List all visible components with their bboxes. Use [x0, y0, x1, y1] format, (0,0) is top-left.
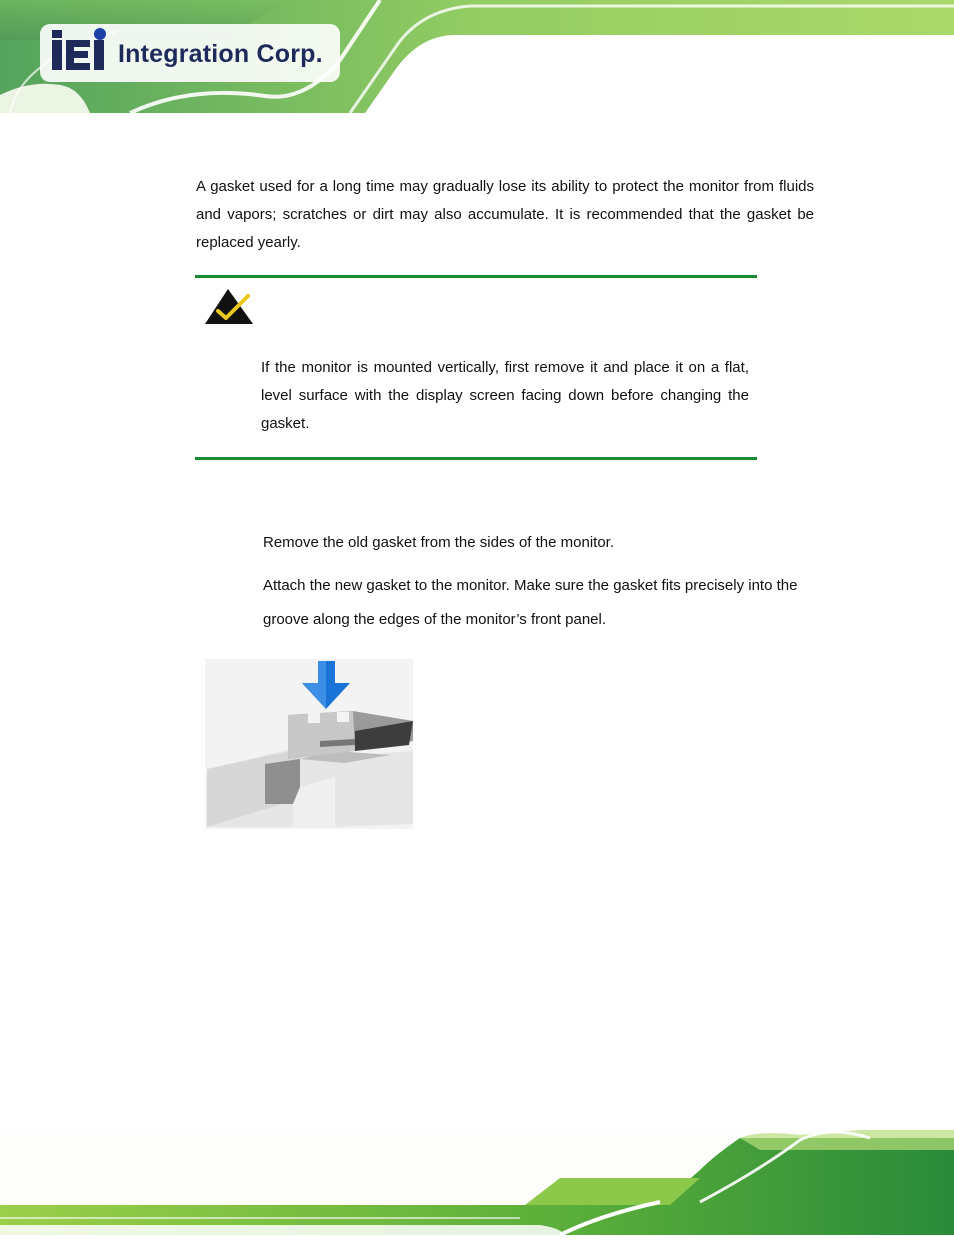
step-2: Attach the new gasket to the monitor. Make sure the gasket fits precisely into the groove along the edges of the monitor’s front panel.: [263, 577, 798, 628]
intro-paragraph: A gasket used for a long time may gradually lose its ability to protect the monitor from fluids and vapors; scratches or dirt may also accumulate. It is recommended that the gasket be replaced yearly.: [196, 178, 814, 251]
note-text: If the monitor is mounted vertically, first remove it and place it on a flat, level surface with the display screen facing down before changing the gasket.: [261, 359, 749, 432]
note-top-divider: [195, 275, 757, 278]
page-footer: [0, 1130, 954, 1235]
iei-logo-icon: [50, 28, 120, 74]
gasket-figure: [205, 659, 413, 829]
gasket-install-illustration: [205, 659, 413, 829]
company-logo: [50, 28, 120, 79]
logo-text: Integration Corp.: [118, 40, 323, 68]
note-bottom-divider: [195, 457, 757, 460]
step-1: Remove the old gasket from the sides of the monitor.: [263, 534, 615, 551]
note-check-icon: [204, 287, 254, 330]
page-header: [0, 0, 954, 115]
footer-banner: [0, 1130, 954, 1235]
